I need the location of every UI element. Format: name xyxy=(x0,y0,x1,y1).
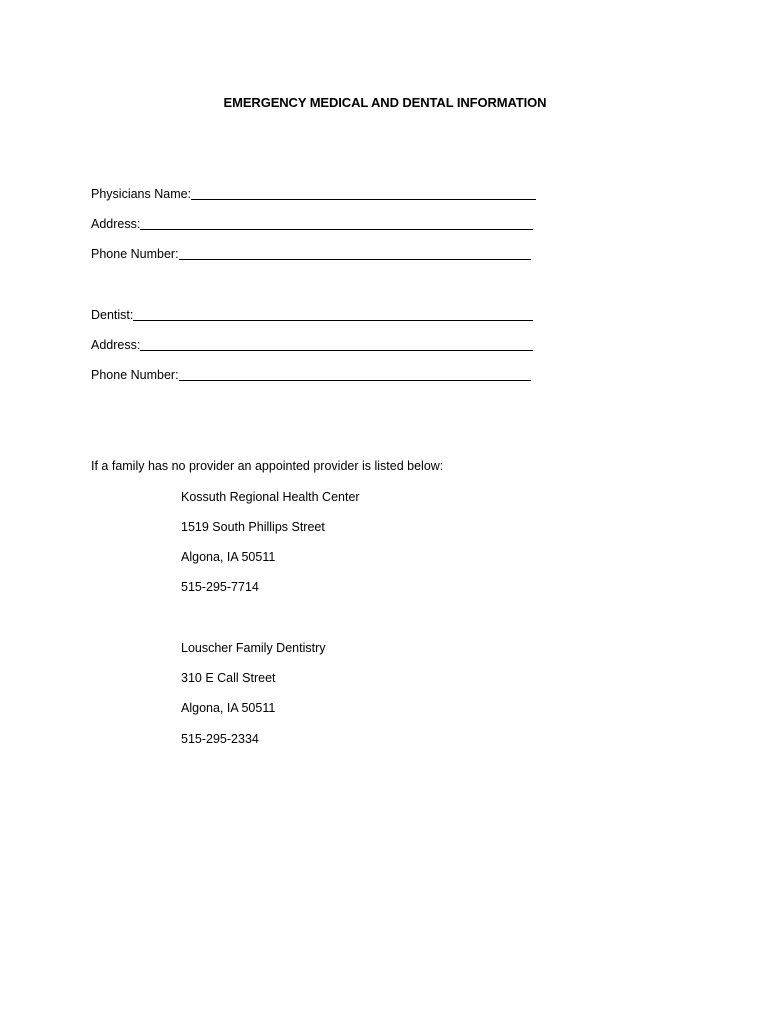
provider-1-street: 1519 South Phillips Street xyxy=(181,520,325,534)
dentist-address-blank[interactable] xyxy=(140,337,533,351)
physician-phone-label: Phone Number: xyxy=(91,247,179,261)
dentist-name-field xyxy=(91,307,533,324)
dentist-name-label: Dentist: xyxy=(91,308,134,322)
physician-phone-field xyxy=(91,246,531,263)
physician-name-blank[interactable] xyxy=(191,186,536,200)
physician-name-label: Physicians Name: xyxy=(91,187,192,201)
dentist-address-field xyxy=(91,337,533,354)
physician-address-field xyxy=(91,216,533,233)
dentist-phone-field xyxy=(91,367,531,384)
provider-2-city: Algona, IA 50511 xyxy=(181,701,276,715)
physician-address-label: Address: xyxy=(91,217,141,231)
provider-1-city: Algona, IA 50511 xyxy=(181,550,276,564)
dentist-name-blank[interactable] xyxy=(133,307,533,321)
dentist-address-label: Address: xyxy=(91,338,141,352)
appointed-provider-intro: If a family has no provider an appointed provider is listed below: xyxy=(91,459,444,473)
dentist-phone-blank[interactable] xyxy=(179,367,531,381)
provider-2-street: 310 E Call Street xyxy=(181,671,276,685)
physician-phone-blank[interactable] xyxy=(179,246,531,260)
provider-1-name: Kossuth Regional Health Center xyxy=(181,490,360,504)
physician-name-field xyxy=(91,186,536,203)
physician-address-blank[interactable] xyxy=(140,216,533,230)
provider-2-name: Louscher Family Dentistry xyxy=(181,641,326,655)
provider-2-phone: 515-295-2334 xyxy=(181,732,259,746)
dentist-phone-label: Phone Number: xyxy=(91,368,179,382)
document-title: EMERGENCY MEDICAL AND DENTAL INFORMATION xyxy=(223,95,547,110)
provider-1-phone: 515-295-7714 xyxy=(181,580,259,594)
